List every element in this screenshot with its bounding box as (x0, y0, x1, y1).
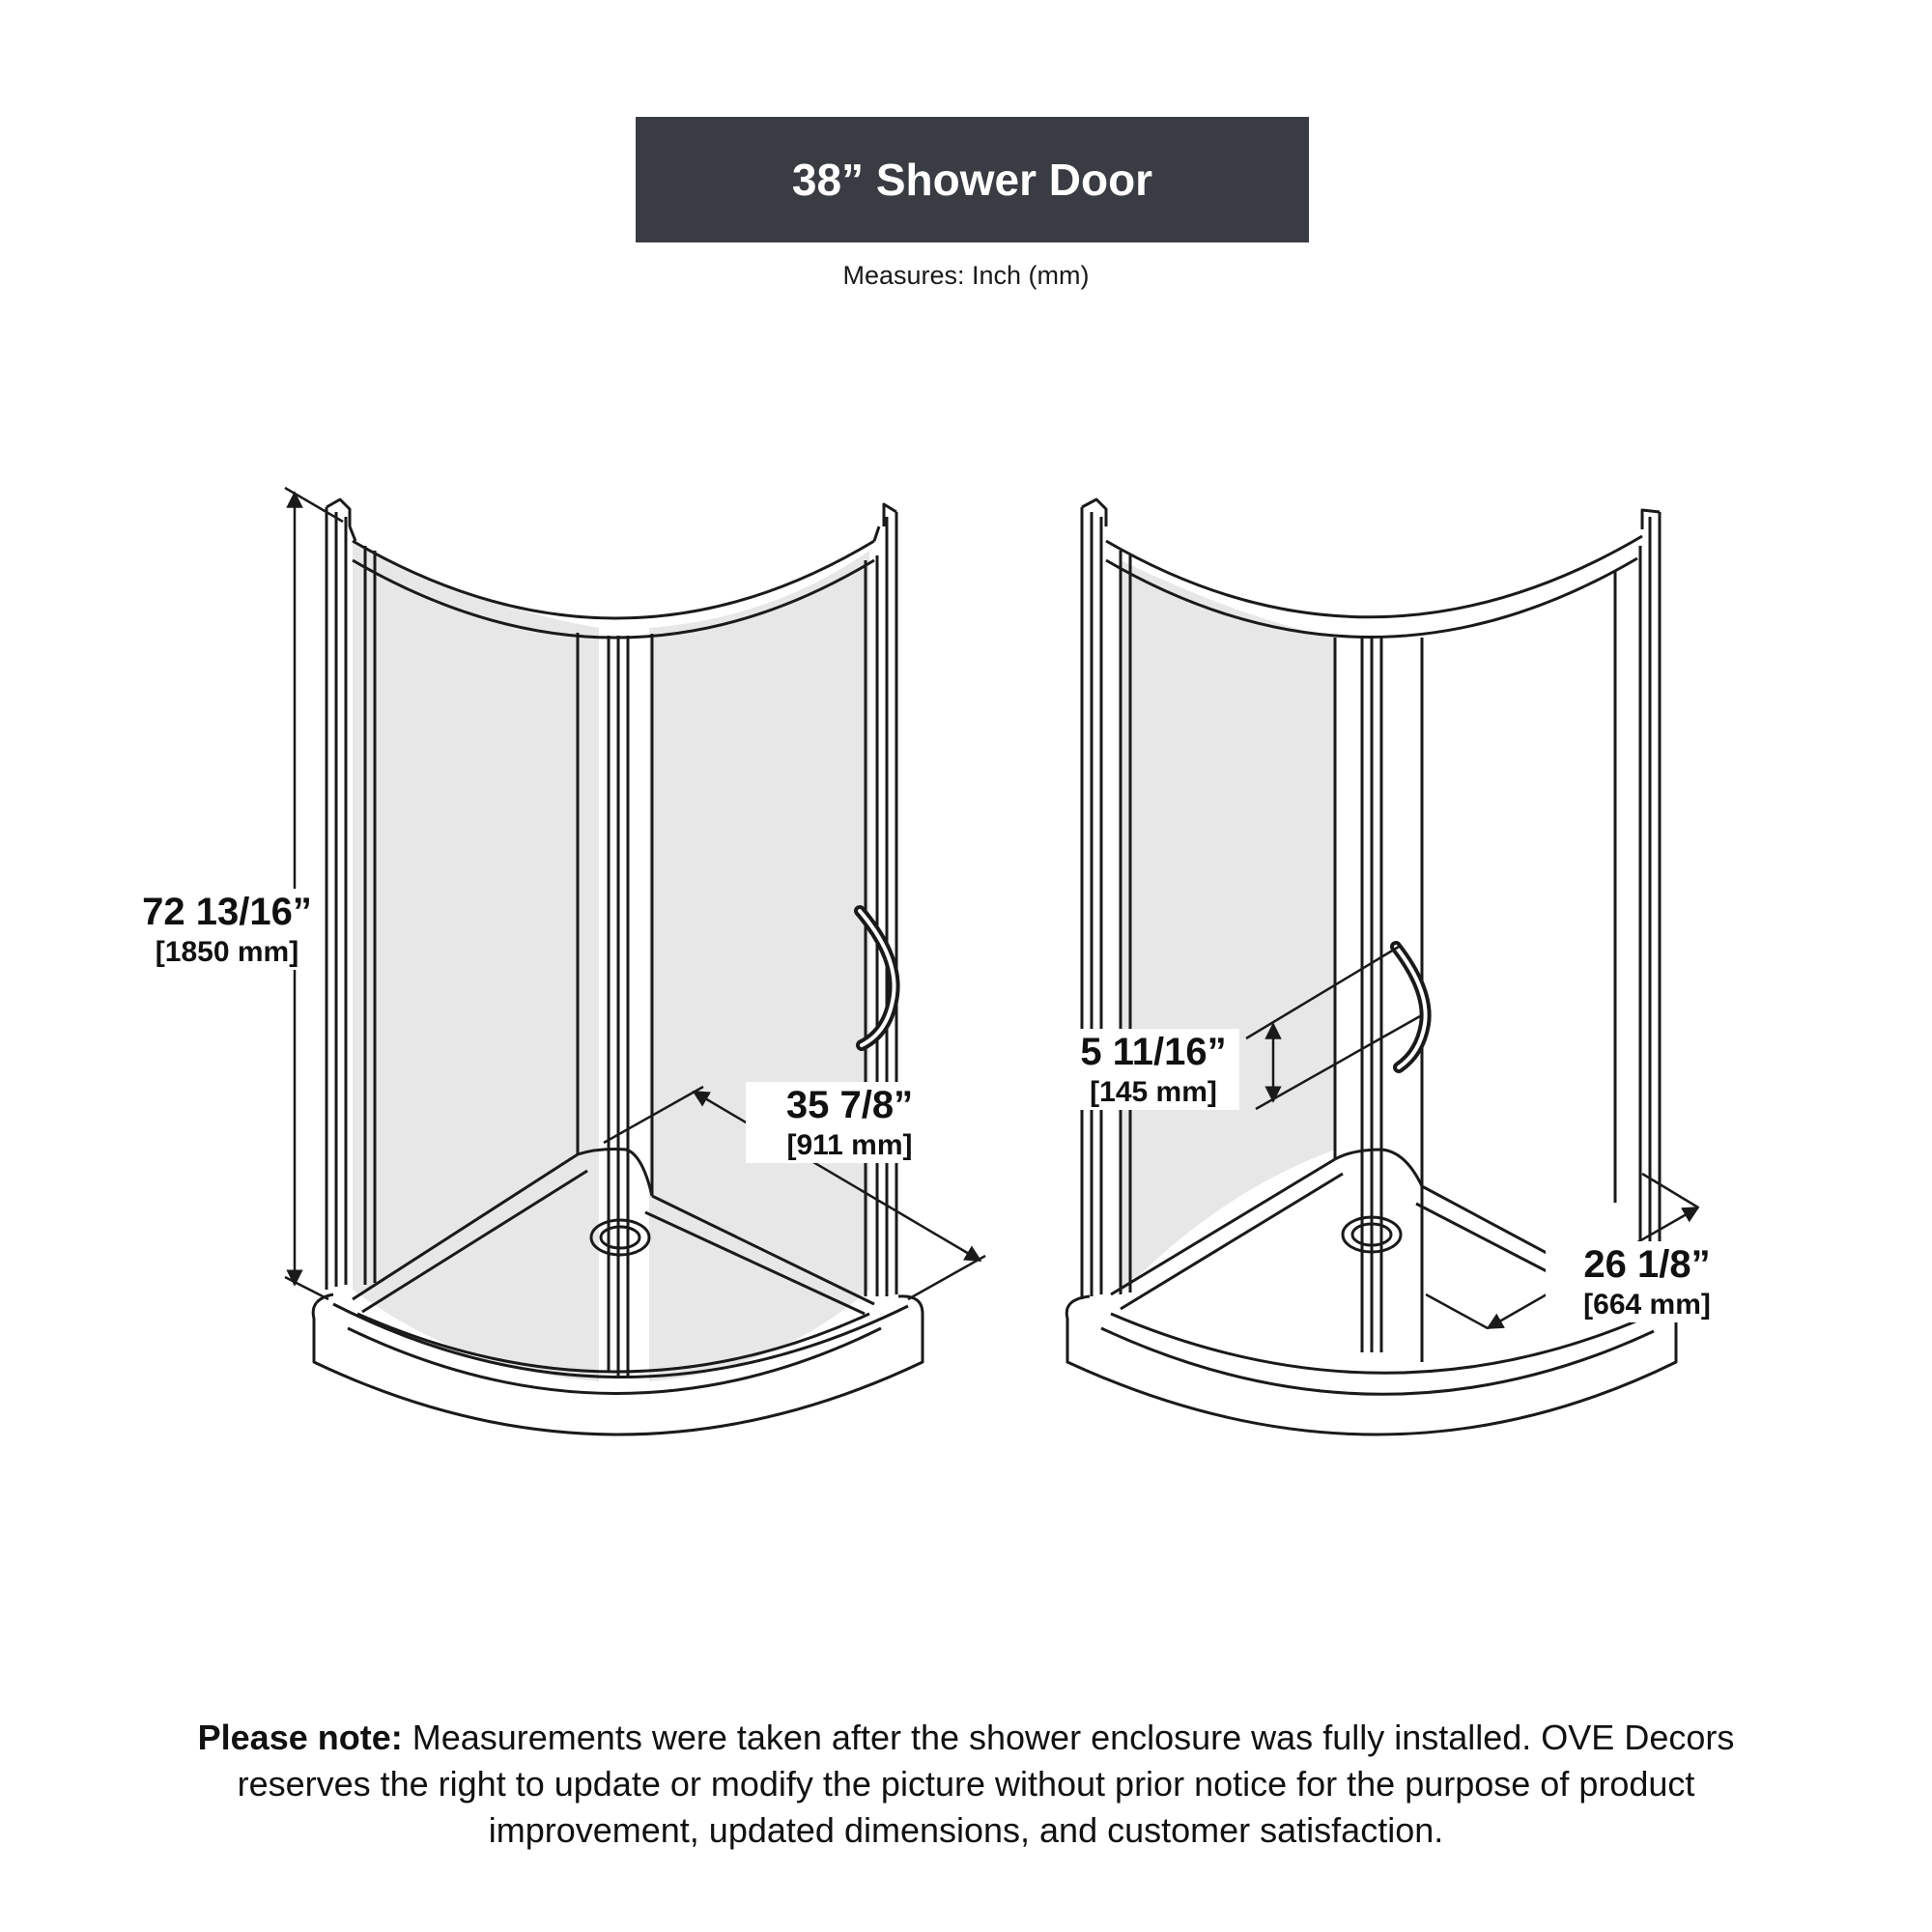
height-mm: [1850 mm] (155, 936, 299, 968)
depth-inch: 35 7/8” (785, 1084, 914, 1126)
depth-dimension-label (746, 1082, 953, 1163)
opening-inch: 26 1/8” (1583, 1243, 1711, 1286)
height-inch: 72 13/16” (142, 891, 312, 933)
note-text: Measurements were taken after the shower enclosure was fully installed. OVE Decors reserves the right to update or modify the picture without prior notice for the purpose of product improvement, updated dimensions, and customer satisfaction. (237, 1718, 1735, 1851)
handle-dimension-label (1067, 1029, 1239, 1110)
opening-mm: [664 mm] (1583, 1289, 1711, 1321)
height-dimension-label (130, 889, 324, 970)
measure-units-caption: Measures: Inch (mm) (842, 261, 1090, 290)
page-title: 38” Shower Door (791, 155, 1153, 205)
right-wall-frame (866, 504, 896, 1296)
glass-panel-open (1121, 560, 1335, 1294)
closed-door-diagram (313, 499, 923, 1435)
door-stiles-open (1335, 638, 1422, 1362)
depth-mm: [911 mm] (786, 1129, 913, 1161)
note-label: Please note: (197, 1718, 403, 1757)
handle-mm: [145 mm] (1090, 1076, 1217, 1108)
left-glass-panel (353, 541, 599, 1381)
right-glass-panel (649, 551, 869, 1381)
disclaimer-note (145, 1715, 1787, 1855)
handle-inch: 5 11/16” (1080, 1031, 1227, 1073)
opening-dimension-label (1546, 1241, 1748, 1322)
